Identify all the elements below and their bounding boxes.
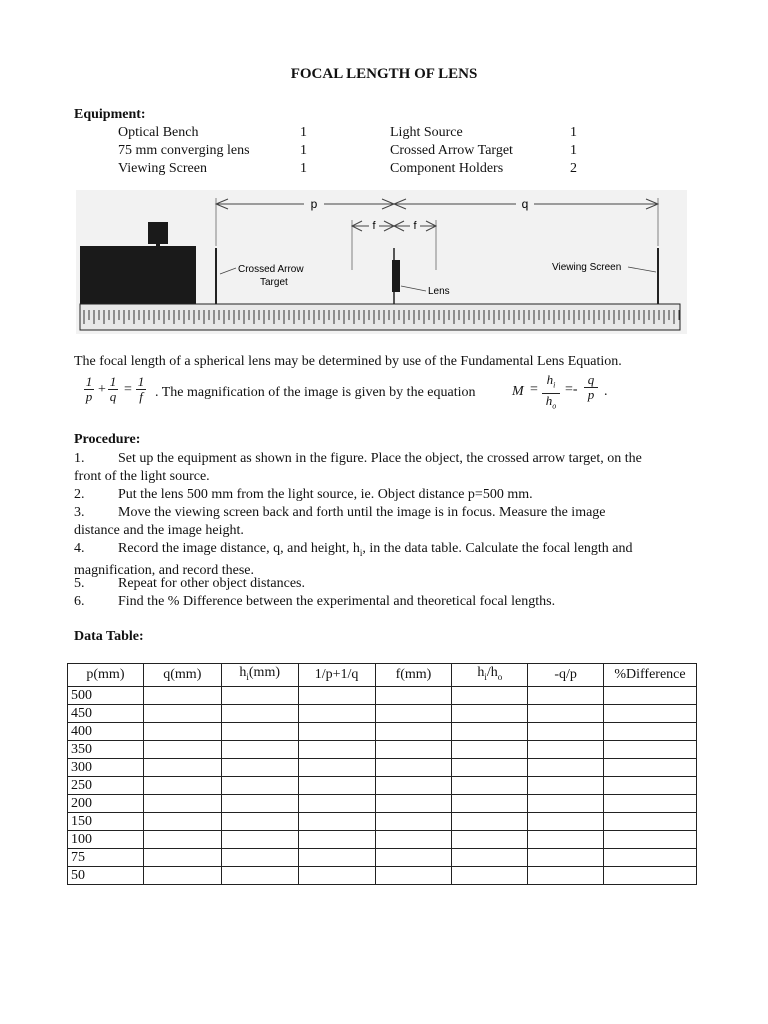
label-p: p xyxy=(310,197,318,211)
table-row xyxy=(68,776,697,794)
table-row xyxy=(68,740,697,758)
lens-eq-term-f: $\frac{1}{f}$ xyxy=(137,374,145,404)
cell-empty-entry[interactable] xyxy=(452,830,528,848)
table-row xyxy=(68,866,697,884)
data-table xyxy=(67,663,697,885)
table-row xyxy=(68,686,697,704)
lens-holder xyxy=(392,260,400,292)
cell-p-value: 350 xyxy=(68,740,144,758)
cell-p-value: 300 xyxy=(68,758,144,776)
cell-empty-entry[interactable] xyxy=(528,866,604,884)
equipment-name: 75 mm converging lens xyxy=(118,143,250,158)
cell-p-value: 200 xyxy=(68,794,144,812)
cell-empty-entry[interactable] xyxy=(604,704,697,722)
cell-empty-entry[interactable] xyxy=(452,686,528,704)
header-q: q(mm) xyxy=(143,664,221,687)
table-header-row xyxy=(68,664,697,687)
cell-empty-entry[interactable] xyxy=(375,848,452,866)
cell-empty-entry[interactable] xyxy=(221,776,298,794)
cell-empty-entry[interactable] xyxy=(604,866,697,884)
cell-empty-entry[interactable] xyxy=(528,704,604,722)
cell-empty-entry[interactable] xyxy=(528,830,604,848)
cell-empty-entry[interactable] xyxy=(375,722,452,740)
table-row xyxy=(68,722,697,740)
cell-empty-entry[interactable] xyxy=(604,812,697,830)
header-hi: $h_i(mm)$ xyxy=(221,664,298,687)
label-q: q xyxy=(521,197,529,211)
cell-empty-entry[interactable] xyxy=(298,848,375,866)
magnification-text: . The magnification of the image is given by the equation xyxy=(155,385,476,400)
table-row xyxy=(68,848,697,866)
cell-empty-entry[interactable] xyxy=(604,830,697,848)
lens-eq-term-p: $\frac{1}{p}$ xyxy=(85,374,93,404)
procedure-step: 6. Find the % Difference between the experimental and theoretical focal lengths. xyxy=(74,594,556,609)
label-lens: Lens xyxy=(428,286,450,297)
equipment-qty: 2 xyxy=(570,161,577,176)
cell-empty-entry[interactable] xyxy=(375,758,452,776)
cell-empty-entry[interactable] xyxy=(528,758,604,776)
cell-empty-entry[interactable] xyxy=(604,740,697,758)
cell-p-value: 150 xyxy=(68,812,144,830)
header-p: p(mm) xyxy=(68,664,144,687)
data-table-heading: Data Table: xyxy=(74,629,144,644)
lens-eq-term-q: $\frac{1}{q}$ xyxy=(109,374,117,404)
cell-empty-entry[interactable] xyxy=(452,848,528,866)
label-crossed-arrow: Crossed Arrow xyxy=(238,264,304,275)
equipment-qty: 1 xyxy=(570,143,577,158)
cell-empty-entry[interactable] xyxy=(604,794,697,812)
cell-p-value: 250 xyxy=(68,776,144,794)
equipment-qty: 1 xyxy=(570,125,577,140)
cell-empty-entry[interactable] xyxy=(143,848,221,866)
label-f-right: f xyxy=(413,220,417,232)
mag-eq-hi-ho: $\frac{h_i}{h_o}$ xyxy=(542,373,560,413)
cell-empty-entry[interactable] xyxy=(452,866,528,884)
intro-line: The focal length of a spherical lens may be determined by use of the Fundamental Lens Equation. xyxy=(74,354,622,369)
header-percent-difference: %Difference xyxy=(604,664,697,687)
cell-empty-entry[interactable] xyxy=(221,704,298,722)
light-source-box xyxy=(80,246,196,306)
header-hi-ho: $h_i/h_o$ xyxy=(452,664,528,687)
cell-empty-entry[interactable] xyxy=(298,740,375,758)
table-row xyxy=(68,794,697,812)
cell-empty-entry[interactable] xyxy=(528,776,604,794)
cell-empty-entry[interactable] xyxy=(143,866,221,884)
table-row xyxy=(68,758,697,776)
optical-bench-diagram xyxy=(76,190,687,334)
cell-empty-entry[interactable] xyxy=(221,794,298,812)
label-viewing-screen: Viewing Screen xyxy=(552,262,622,273)
cell-empty-entry[interactable] xyxy=(375,866,452,884)
header-f: f(mm) xyxy=(375,664,452,687)
cell-empty-entry[interactable] xyxy=(143,740,221,758)
label-f-left: f xyxy=(372,220,376,232)
label-target: Target xyxy=(260,277,288,288)
cell-empty-entry[interactable] xyxy=(528,722,604,740)
cell-empty-entry[interactable] xyxy=(604,776,697,794)
cell-empty-entry[interactable] xyxy=(143,830,221,848)
cell-empty-entry[interactable] xyxy=(452,812,528,830)
cell-p-value: 400 xyxy=(68,722,144,740)
procedure-step: 3. Move the viewing screen back and forth until the image is in focus. Measure the image distance and the image height. xyxy=(74,505,606,538)
equipment-name: Light Source xyxy=(390,125,463,140)
cell-empty-entry[interactable] xyxy=(143,704,221,722)
cell-empty-entry[interactable] xyxy=(528,812,604,830)
cell-empty-entry[interactable] xyxy=(298,704,375,722)
cell-empty-entry[interactable] xyxy=(221,812,298,830)
cell-empty-entry[interactable] xyxy=(375,740,452,758)
header-inverse-sum: 1/p+1/q xyxy=(298,664,375,687)
cell-p-value: 75 xyxy=(68,848,144,866)
cell-empty-entry[interactable] xyxy=(375,776,452,794)
cell-empty-entry[interactable] xyxy=(375,794,452,812)
cell-empty-entry[interactable] xyxy=(298,758,375,776)
cell-empty-entry[interactable] xyxy=(221,758,298,776)
cell-empty-entry[interactable] xyxy=(375,812,452,830)
cell-empty-entry[interactable] xyxy=(221,830,298,848)
equipment-qty: 1 xyxy=(300,143,307,158)
equipment-heading: Equipment: xyxy=(74,107,146,122)
cell-empty-entry[interactable] xyxy=(221,740,298,758)
table-row xyxy=(68,812,697,830)
equipment-name: Component Holders xyxy=(390,161,504,176)
bench-ruler xyxy=(80,304,680,330)
cell-empty-entry[interactable] xyxy=(221,866,298,884)
cell-empty-entry[interactable] xyxy=(298,722,375,740)
equipment-name: Crossed Arrow Target xyxy=(390,143,513,158)
cell-empty-entry[interactable] xyxy=(375,704,452,722)
cell-empty-entry[interactable] xyxy=(375,830,452,848)
cell-empty-entry[interactable] xyxy=(452,758,528,776)
cell-empty-entry[interactable] xyxy=(143,794,221,812)
cell-empty-entry[interactable] xyxy=(298,776,375,794)
table-row xyxy=(68,830,697,848)
cell-empty-entry[interactable] xyxy=(528,740,604,758)
cell-empty-entry[interactable] xyxy=(143,812,221,830)
cell-empty-entry[interactable] xyxy=(452,776,528,794)
cell-empty-entry[interactable] xyxy=(604,758,697,776)
cell-empty-entry[interactable] xyxy=(452,794,528,812)
procedure-step: 5. Repeat for other object distances. xyxy=(74,576,305,591)
page-title: FOCAL LENGTH OF LENS xyxy=(290,66,478,82)
cell-empty-entry[interactable] xyxy=(528,794,604,812)
cell-empty-entry[interactable] xyxy=(298,830,375,848)
cell-empty-entry[interactable] xyxy=(452,704,528,722)
cell-empty-entry[interactable] xyxy=(221,686,298,704)
cell-empty-entry[interactable] xyxy=(221,848,298,866)
equipment-qty: 1 xyxy=(300,125,307,140)
cell-p-value: 450 xyxy=(68,704,144,722)
procedure-step: 2. Put the lens 500 mm from the light source, ie. Object distance p=500 mm. xyxy=(74,487,533,502)
cell-p-value: 500 xyxy=(68,686,144,704)
procedure-step: 1. Set up the equipment as shown in the figure. Place the object, the crossed arrow target, on the front of the light source. xyxy=(74,451,642,484)
cell-empty-entry[interactable] xyxy=(298,686,375,704)
cell-empty-entry[interactable] xyxy=(298,866,375,884)
header-neg-q-over-p: -q/p xyxy=(528,664,604,687)
cell-empty-entry[interactable] xyxy=(604,686,697,704)
procedure-heading: Procedure: xyxy=(74,432,141,447)
cell-empty-entry[interactable] xyxy=(298,794,375,812)
cell-empty-entry[interactable] xyxy=(604,722,697,740)
procedure-step: 4. Record the image distance, q, and height, $h_i$, in the data table. Calculate the focal length and magnification, and record these. xyxy=(74,541,633,579)
table-row xyxy=(68,704,697,722)
cell-empty-entry[interactable] xyxy=(452,740,528,758)
cell-p-value: 100 xyxy=(68,830,144,848)
cell-empty-entry[interactable] xyxy=(298,812,375,830)
cell-empty-entry[interactable] xyxy=(143,686,221,704)
cell-empty-entry[interactable] xyxy=(604,848,697,866)
cell-empty-entry[interactable] xyxy=(528,686,604,704)
cell-p-value: 50 xyxy=(68,866,144,884)
equipment-qty: 1 xyxy=(300,161,307,176)
equipment-name: Viewing Screen xyxy=(118,161,207,176)
cell-empty-entry[interactable] xyxy=(452,722,528,740)
cell-empty-entry[interactable] xyxy=(143,758,221,776)
cell-empty-entry[interactable] xyxy=(221,722,298,740)
cell-empty-entry[interactable] xyxy=(375,686,452,704)
cell-empty-entry[interactable] xyxy=(143,776,221,794)
mag-eq-q-p: $\frac{q}{p}$ xyxy=(584,373,598,402)
cell-empty-entry[interactable] xyxy=(143,722,221,740)
equipment-name: Optical Bench xyxy=(118,125,199,140)
table-body xyxy=(68,686,697,884)
cell-empty-entry[interactable] xyxy=(528,848,604,866)
light-source-knob xyxy=(148,222,168,244)
